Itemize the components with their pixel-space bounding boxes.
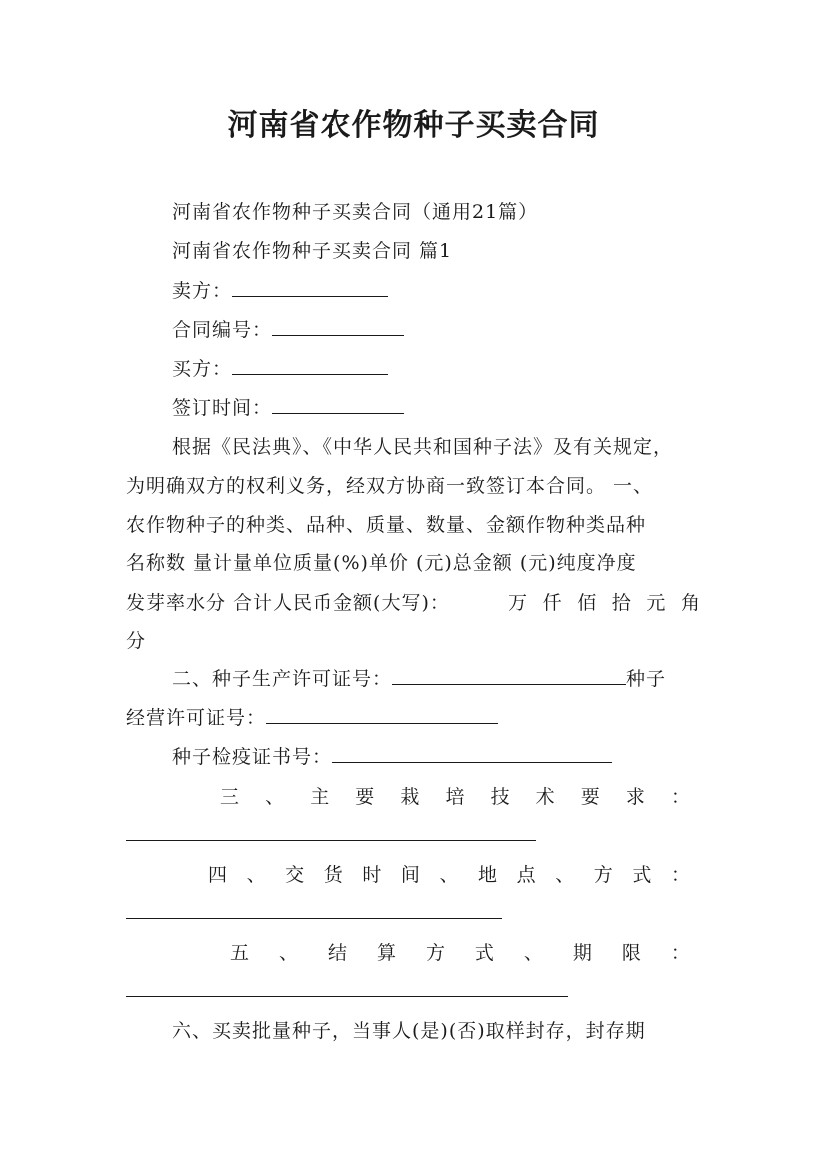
- clause5-char: 五: [230, 942, 250, 964]
- clause3-heading: [220, 784, 690, 810]
- clause5-char: 式: [474, 942, 494, 964]
- clause3-blank: [126, 840, 536, 841]
- clause3-char: 技: [490, 786, 510, 808]
- buyer-field: [172, 356, 388, 382]
- clause5-char: 方: [425, 942, 445, 964]
- clause5-heading: [230, 940, 690, 966]
- paragraph1-line3: 农作物种子的种类、品种、质量、数量、金额作物种类品种: [126, 514, 647, 536]
- seller-field: [172, 278, 388, 304]
- amount-units: [508, 590, 700, 616]
- amount-unit: 拾: [611, 592, 631, 614]
- clause3-char: 培: [445, 786, 465, 808]
- clause5-char: 、: [278, 942, 298, 964]
- seller-blank: [232, 278, 388, 297]
- document-subtitle: 河南省农作物种子买卖合同（通用21篇）: [172, 201, 539, 223]
- paragraph1-line4: 名称数 量计量单位质量(%)单价 (元)总金额 (元)纯度净度: [126, 552, 637, 574]
- clause3-char: 术: [535, 786, 555, 808]
- production-license-label: 二、种子生产许可证号：: [172, 668, 393, 690]
- quarantine-field: [172, 744, 612, 770]
- clause4-char: 、: [555, 864, 575, 886]
- amount-unit: 角: [680, 592, 700, 614]
- quarantine-label: 种子检疫证书号：: [172, 746, 333, 768]
- clause4-char: 间: [400, 864, 420, 886]
- clause4-char: ：: [670, 864, 690, 886]
- sign-time-label: 签订时间：: [172, 397, 273, 419]
- contract-number-blank: [272, 317, 404, 336]
- clause3-char: 、: [265, 786, 285, 808]
- clause3-char: 求: [625, 786, 645, 808]
- clause5-char: 期: [572, 942, 592, 964]
- clause4-char: 交: [285, 864, 305, 886]
- production-license-field: [172, 666, 666, 692]
- buyer-label: 买方：: [172, 358, 233, 380]
- document-title: 河南省农作物种子买卖合同: [227, 108, 600, 143]
- amount-unit: 万: [508, 592, 528, 614]
- business-license-label: 经营许可证号：: [126, 707, 267, 729]
- clause4-char: 、: [439, 864, 459, 886]
- clause4-blank: [126, 918, 502, 919]
- seed-word: 种子: [626, 668, 667, 690]
- clause4-char: 、: [246, 864, 266, 886]
- clause5-char: 限: [621, 942, 641, 964]
- clause3-char: 要: [580, 786, 600, 808]
- business-license-field: [126, 705, 498, 731]
- amount-unit: 仟: [542, 592, 562, 614]
- clause3-char: ：: [670, 786, 690, 808]
- amount-unit: 佰: [577, 592, 597, 614]
- business-license-blank: [266, 705, 498, 724]
- clause4-char: 货: [323, 864, 343, 886]
- contract-number-field: [172, 317, 404, 343]
- clause4-char: 四: [208, 864, 228, 886]
- clause5-char: 算: [376, 942, 396, 964]
- sign-time-blank: [272, 395, 404, 414]
- sign-time-field: [172, 395, 404, 421]
- clause3-char: 三: [220, 786, 240, 808]
- clause4-char: 方: [593, 864, 613, 886]
- clause4-heading: [208, 862, 690, 888]
- paragraph1-line1: 根据《民法典》、《中华人民共和国种子法》及有关规定，: [172, 436, 674, 458]
- clause4-char: 地: [478, 864, 498, 886]
- quarantine-blank: [332, 744, 612, 763]
- production-license-blank: [392, 666, 626, 685]
- contract-number-label: 合同编号：: [172, 319, 273, 341]
- clause4-char: 时: [362, 864, 382, 886]
- paragraph1-line6: 分: [126, 630, 147, 652]
- clause4-char: 点: [516, 864, 536, 886]
- clause4-char: 式: [632, 864, 652, 886]
- seller-label: 卖方：: [172, 280, 233, 302]
- clause5-char: ：: [670, 942, 690, 964]
- clause5-char: 、: [523, 942, 543, 964]
- clause5-char: 结: [327, 942, 347, 964]
- paragraph1-line5: 发芽率水分 合计人民币金额(大写)：: [126, 592, 450, 614]
- clause3-char: 栽: [400, 786, 420, 808]
- paragraph1-line2: 为明确双方的权利义务，经双方协商一致签订本合同。 一、: [126, 475, 654, 497]
- amount-unit: 元: [646, 592, 666, 614]
- buyer-blank: [232, 356, 388, 375]
- section-heading: 河南省农作物种子买卖合同 篇1: [172, 240, 453, 262]
- clause6-line1: 六、买卖批量种子，当事人(是)(否)取样封存，封存期: [172, 1020, 646, 1042]
- clause5-blank: [126, 996, 568, 997]
- clause3-char: 主: [310, 786, 330, 808]
- clause3-char: 要: [355, 786, 375, 808]
